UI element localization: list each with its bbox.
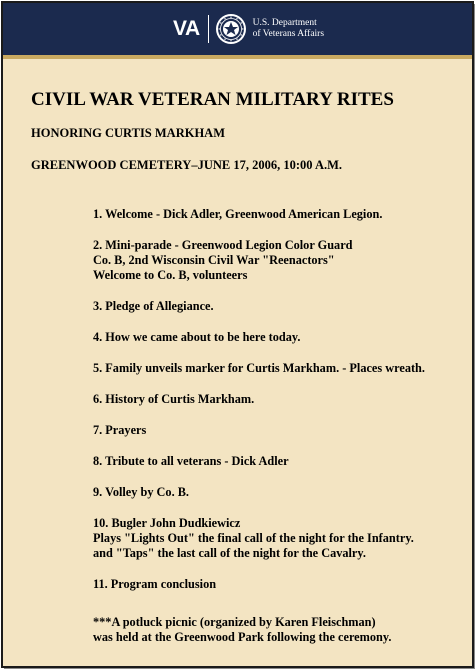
program-item-line: 1. Welcome - Dick Adler, Greenwood American Legion. (93, 207, 383, 221)
program-item-line: 4. How we came about to be here today. (93, 330, 301, 344)
logo-divider (208, 15, 209, 43)
program-item (93, 392, 463, 407)
program-item (93, 299, 463, 314)
department-line-2: of Veterans Affairs (252, 29, 325, 39)
program-item-line: Welcome to Co. B, volunteers (93, 268, 248, 282)
program-item (93, 485, 463, 500)
program-item-line: 9. Volley by Co. B. (93, 485, 190, 499)
program-item (93, 361, 463, 376)
va-seal-icon (215, 13, 247, 45)
program-item (93, 577, 463, 592)
program-item-line: 11. Program conclusion (93, 577, 217, 591)
page-subtitle: HONORING CURTIS MARKHAM (31, 126, 226, 140)
program-item (93, 423, 463, 438)
program-list (93, 207, 463, 608)
department-name (253, 18, 324, 40)
va-brand-mark: VA (173, 17, 200, 40)
picnic-note (93, 615, 391, 645)
program-item-line: 10. Bugler John Dudkiewicz (93, 516, 241, 530)
program-item-line: Plays "Lights Out" the final call of the night for the Infantry. (93, 531, 414, 545)
program-item-line: 6. History of Curtis Markham. (93, 392, 255, 406)
va-header-banner (3, 3, 472, 59)
note-line: ***A potluck picnic (organized by Karen Fleischman) (93, 615, 376, 629)
document-frame (1, 1, 474, 668)
note-line: was held at the Greenwood Park following the ceremony. (93, 630, 392, 644)
page-title: CIVIL WAR VETERAN MILITARY RITES (31, 89, 394, 110)
program-item-line: and "Taps" the last call of the night for the Cavalry. (93, 546, 366, 560)
program-item-line: Co. B, 2nd Wisconsin Civil War "Reenactors" (93, 253, 335, 267)
department-line-1: U.S. Department (252, 18, 317, 28)
event-location-date: GREENWOOD CEMETERY–JUNE 17, 2006, 10:00 A.M. (31, 158, 343, 172)
program-item (93, 330, 463, 345)
program-item-line: 8. Tribute to all veterans - Dick Adler (93, 454, 289, 468)
program-item-line: 2. Mini-parade - Greenwood Legion Color Guard (93, 238, 353, 252)
program-item-line: 5. Family unveils marker for Curtis Markham. - Places wreath. (93, 361, 425, 375)
program-item (93, 454, 463, 469)
program-item (93, 238, 463, 283)
program-item-line: 7. Prayers (93, 423, 147, 437)
va-logo[interactable] (173, 11, 324, 47)
program-item (93, 516, 463, 561)
program-item-line: 3. Pledge of Allegiance. (93, 299, 214, 313)
program-item (93, 207, 463, 222)
